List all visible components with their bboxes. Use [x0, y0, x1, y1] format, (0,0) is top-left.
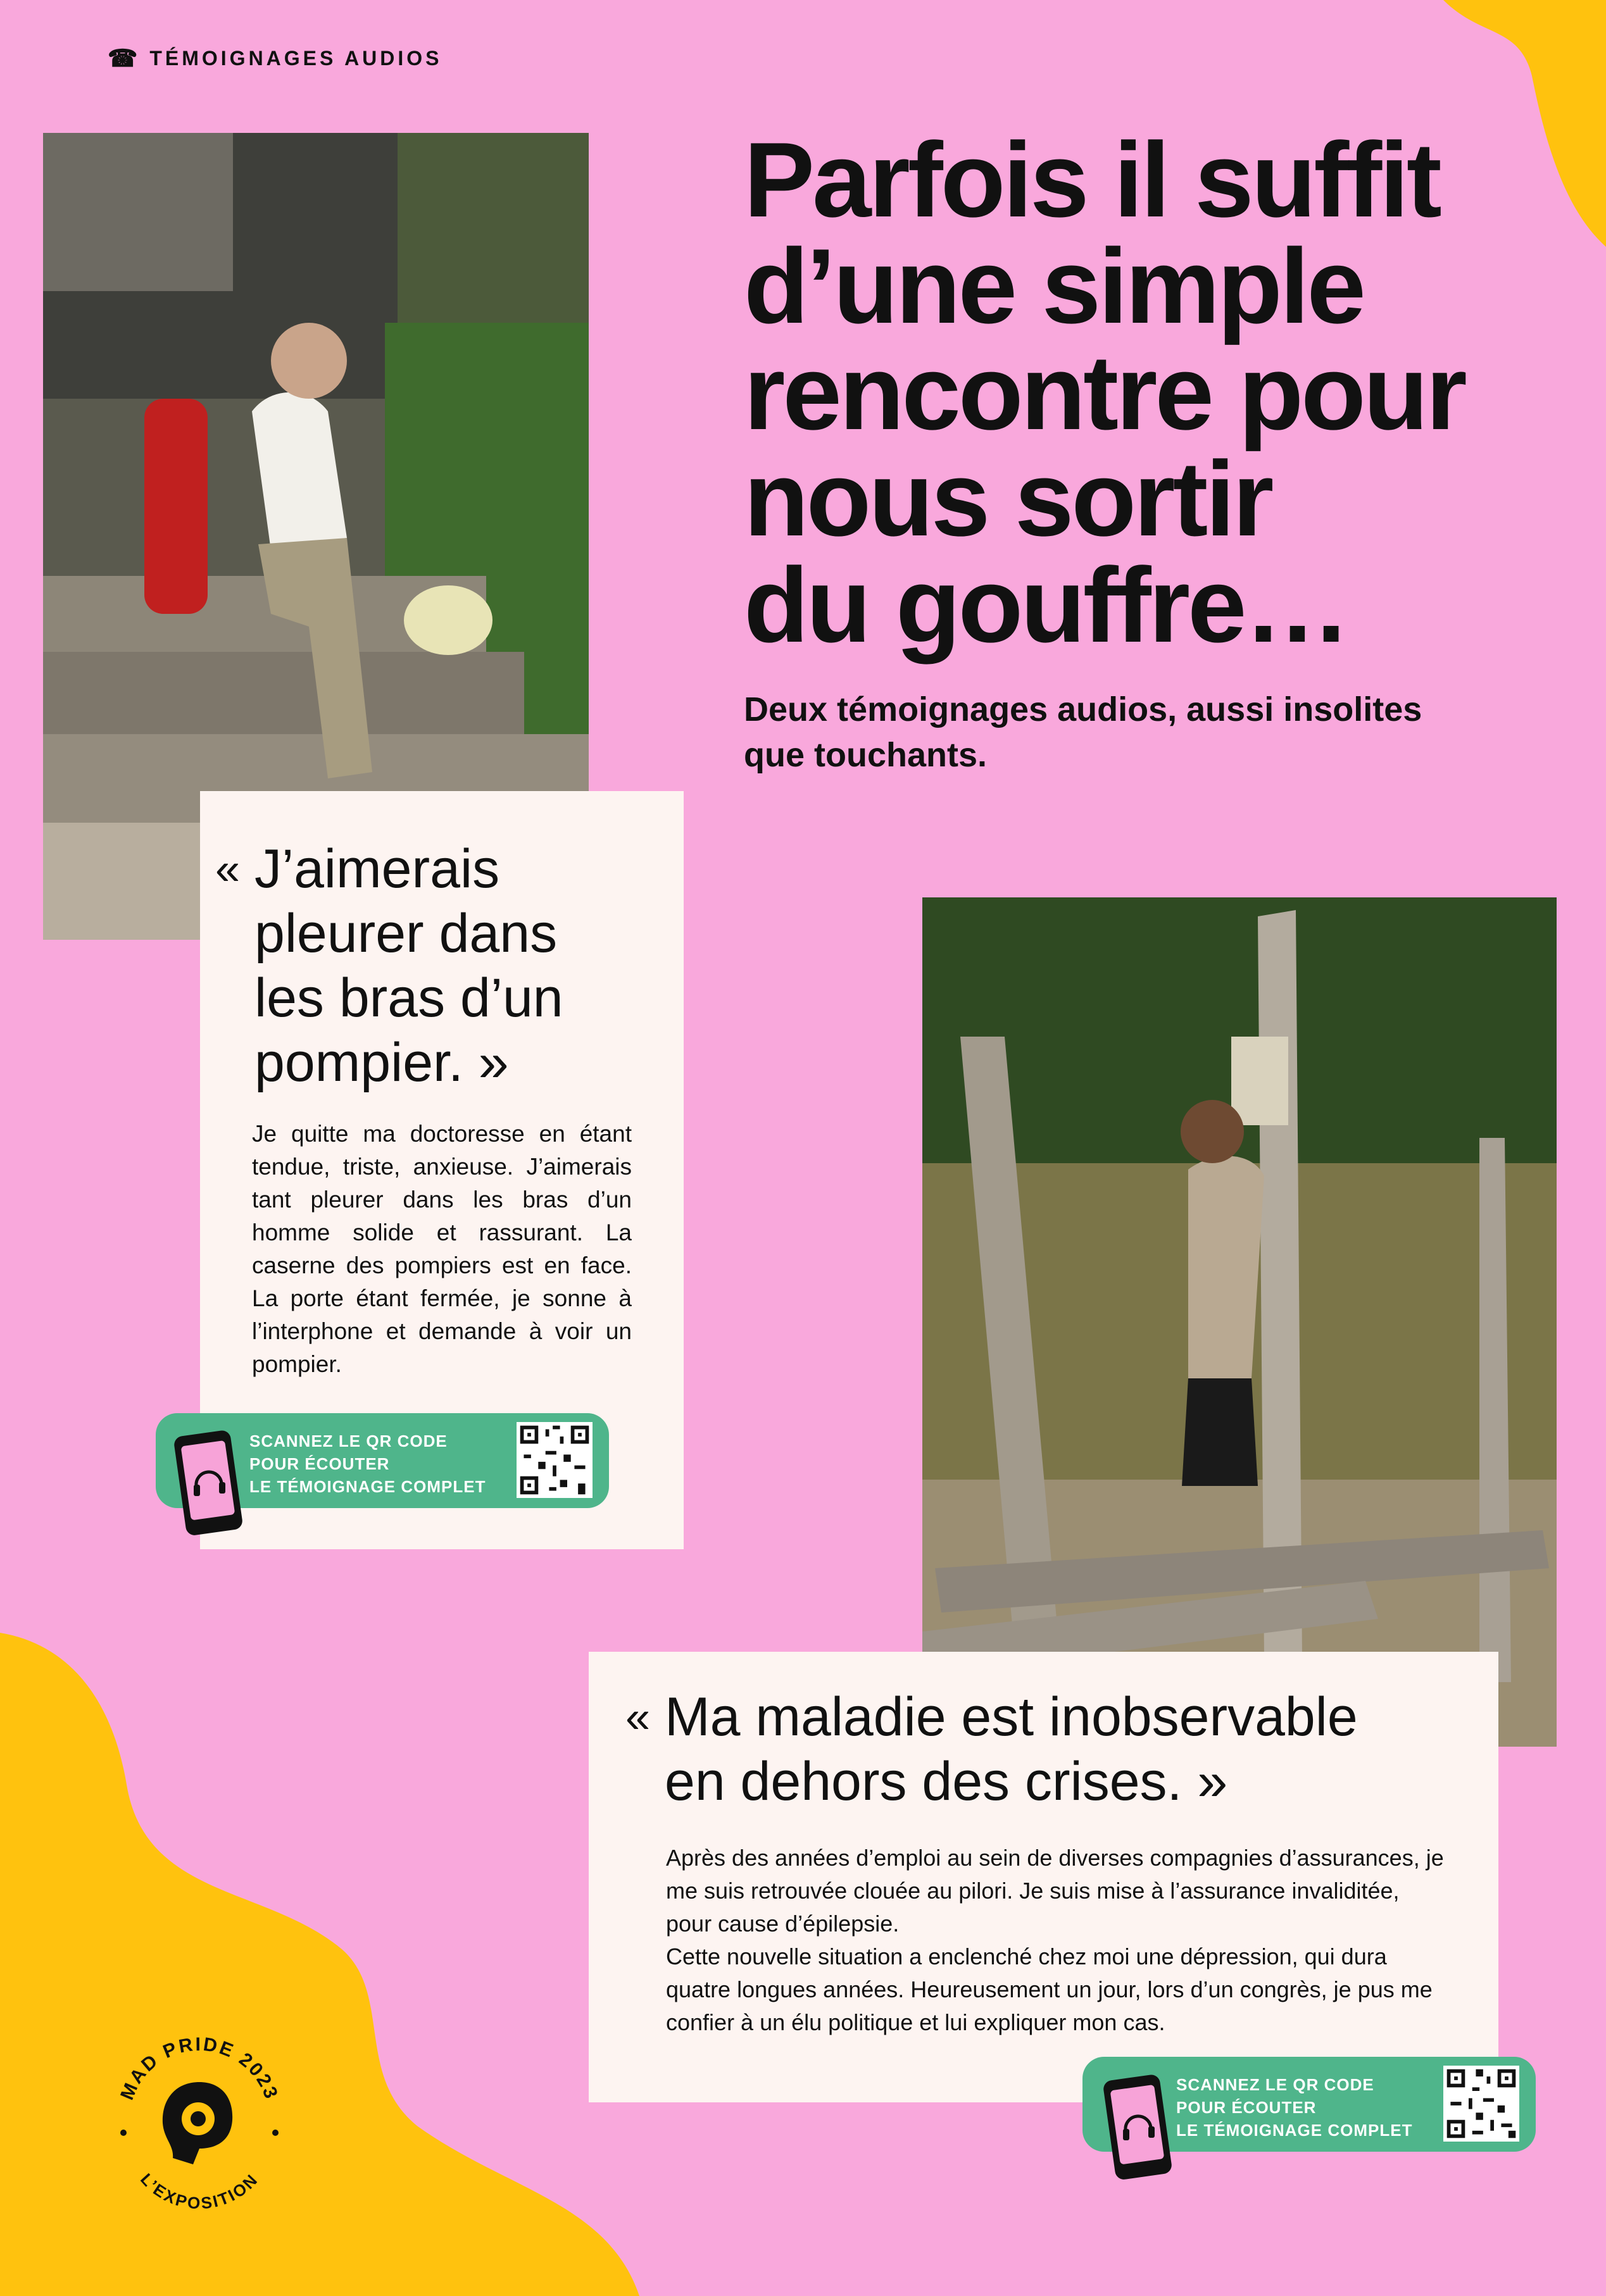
qr-instructions-2 [1176, 2073, 1412, 2142]
quote-line: pleurer dans [254, 903, 558, 964]
qr-line: LE TÉMOIGNAGE COMPLET [249, 1477, 486, 1496]
qr-code-2[interactable] [1443, 2066, 1519, 2142]
quote-line: en dehors des crises. » [665, 1751, 1228, 1812]
body-paragraph: Cette nouvelle situation a enclenché chez moi une dépression, qui dura quatre longues années. Heureusement un jour, lors d’un congrès, je pus me confier à un élu politique et lui expliquer mon cas. [666, 1943, 1433, 2035]
quote-line: pompier. » [254, 1032, 509, 1093]
yellow-blob-bottom-left [0, 1633, 646, 2296]
headphones-phone-icon [171, 1429, 247, 1537]
section-header [108, 44, 442, 73]
qr-code-1[interactable] [517, 1422, 593, 1498]
qr-line: POUR ÉCOUTER [1176, 2098, 1317, 2117]
title-line: Parfois il suffit [744, 120, 1440, 239]
testimony-1-body: Je quitte ma doctoresse en étant tendue, triste, anxieuse. J’aimerais tant pleurer dans les bras d’un homme solide et rassurant. La caserne des pompiers est en face. La porte étant fermée, je sonne à l’interphone et demande à voir un pompier. [252, 1121, 632, 1377]
svg-text:L’EXPOSITION [137, 2169, 262, 2212]
title-line: d’une simple [744, 227, 1364, 346]
qr-instructions-1 [249, 1430, 486, 1498]
mad-pride-badge-logo [98, 2012, 301, 2215]
testimony-1-quote [215, 837, 647, 1095]
quote-line: les bras d’un [254, 968, 563, 1028]
title-line: du gouffre… [744, 546, 1348, 664]
quote-line: Ma maladie est inobservable [665, 1687, 1358, 1747]
page-subtitle [744, 687, 1535, 778]
phone-icon: ☎ [108, 46, 141, 72]
page-title [744, 120, 1567, 664]
section-header-label: TÉMOIGNAGES AUDIOS [149, 47, 442, 70]
quote-line: J’aimerais [254, 839, 500, 899]
headphones-phone-icon [1100, 2073, 1176, 2181]
subtitle-line: que touchants. [744, 736, 988, 774]
badge-bottom-text: L’EXPOSITION [137, 2169, 262, 2213]
title-line: nous sortir [744, 439, 1272, 558]
qr-line: SCANNEZ LE QR CODE [249, 1432, 448, 1451]
qr-line: POUR ÉCOUTER [249, 1454, 390, 1473]
photo-woman-birdhouse [922, 897, 1557, 1747]
subtitle-line: Deux témoignages audios, aussi insolites [744, 690, 1422, 728]
badge-top-text: MAD PRIDE 2023 [116, 2033, 282, 2103]
qr-line: SCANNEZ LE QR CODE [1176, 2075, 1374, 2094]
open-quote-mark: « [625, 1692, 650, 1742]
testimony-2-quote [625, 1685, 1481, 1814]
testimony-2-body [666, 1842, 1445, 2039]
open-quote-mark: « [215, 844, 240, 894]
qr-line: LE TÉMOIGNAGE COMPLET [1176, 2121, 1413, 2140]
body-paragraph: Après des années d’emploi au sein de diverses compagnies d’assurances, je me suis retrouvée clouée au pilori. Je suis mise à l’assurance invaliditée, pour cause d’épilepsie. [666, 1845, 1444, 1937]
testimony-card-2 [589, 1652, 1498, 2102]
title-line: rencontre pour [744, 333, 1465, 452]
